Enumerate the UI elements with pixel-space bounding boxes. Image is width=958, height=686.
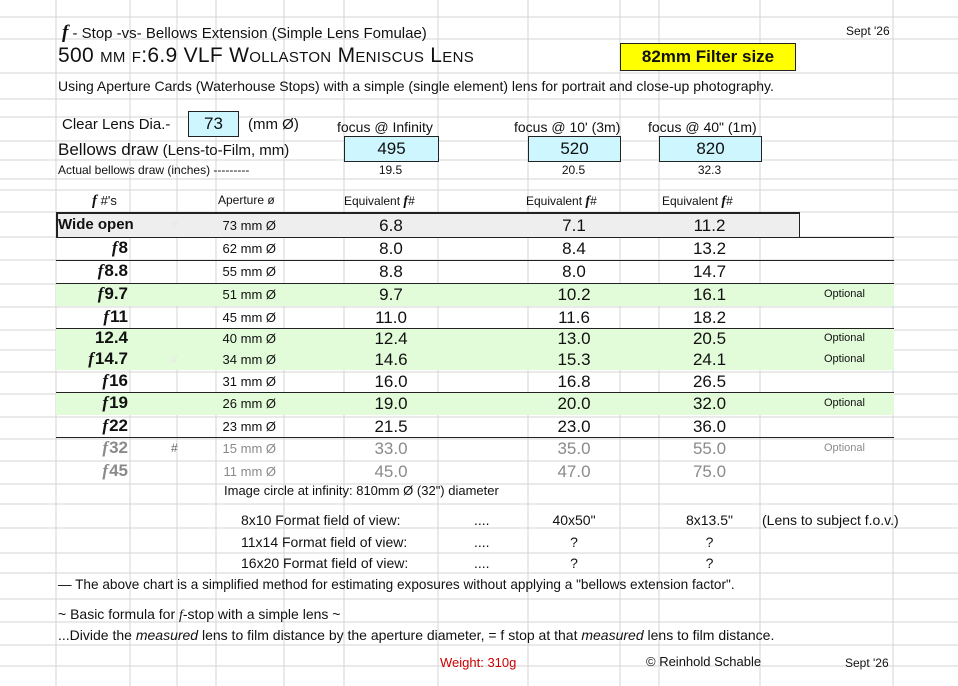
- lens-title: 500 mm f:6.9 VLF Wollaston Meniscus Lens: [58, 44, 475, 67]
- aperture-unit: mm Ø: [237, 241, 276, 256]
- note-line-1: — The above chart is a simplified method for estimating exposures without applying a "bellows extension factor".: [58, 577, 735, 592]
- fstop-value: 45: [109, 460, 128, 480]
- aperture-value: 55: [222, 264, 237, 279]
- equivalent-fstop-cell: 16.0: [374, 371, 408, 391]
- equivalent-fstop-cell: 26.5: [692, 371, 727, 391]
- format-fov-10ft: 40x50": [552, 512, 596, 528]
- aperture-unit: mm Ø: [237, 287, 276, 302]
- f-symbol: f: [585, 194, 591, 209]
- fstop-label: [56, 328, 128, 348]
- f-symbol: f: [97, 261, 104, 280]
- focus-infinity-label: focus @ Infinity: [337, 119, 433, 135]
- equiv-text: Equivalent: [526, 194, 583, 208]
- actual-infinity-inches: 19.5: [378, 163, 403, 177]
- format-label: 11x14 Format field of view:: [241, 534, 408, 550]
- hash-mark: #: [171, 440, 178, 455]
- aperture-value: 40: [222, 331, 237, 346]
- format-dots: ....: [474, 534, 490, 550]
- fstop-label: [56, 438, 128, 458]
- bellows-infinity-input[interactable]: 495: [344, 136, 439, 162]
- top-date: Sept '26: [846, 24, 890, 38]
- table-row: [56, 238, 894, 260]
- equivalent-fstop-cell: 16.1: [692, 285, 727, 304]
- aperture-cell: [196, 396, 276, 411]
- hash-text: #: [726, 194, 733, 208]
- note-line-2: [58, 606, 340, 624]
- equivalent-fstop-cell: 55.0: [692, 438, 727, 458]
- equivalent-fstop-cell: 14.7: [692, 262, 727, 281]
- fstop-value: 32: [109, 437, 128, 457]
- equivalent-fstop-cell: 20.5: [692, 329, 727, 348]
- equivalent-fstop-cell: 11.0: [375, 307, 407, 327]
- equivalent-fstop-cell: 7.1: [562, 215, 586, 235]
- hash-text: #: [408, 194, 415, 208]
- aperture-cell: [196, 264, 276, 279]
- weight-label: Weight: 310g: [440, 655, 517, 670]
- format-label: 16x20 Format field of view:: [241, 555, 409, 571]
- fstop-value: 14.7: [94, 348, 128, 368]
- f-symbol: f: [102, 460, 109, 480]
- equivalent-fstop-cell: 33.0: [374, 438, 408, 458]
- fstop-value: 19: [109, 393, 128, 412]
- fstop-value: 12.4: [94, 328, 128, 347]
- fstop-value: Wide open: [58, 215, 134, 233]
- aperture-cell: [196, 441, 276, 456]
- fstop-value: 8: [118, 238, 128, 257]
- f-symbol: f: [92, 193, 97, 209]
- col-header-fstops: [92, 193, 117, 210]
- col-header-equiv-1: [344, 194, 415, 210]
- format-dots: ....: [474, 555, 490, 571]
- f-symbol: f: [88, 348, 94, 368]
- aperture-unit: mm Ø: [237, 309, 276, 325]
- bellows-draw-label: [58, 140, 289, 160]
- note-line-3-c: lens to film distance.: [643, 627, 775, 643]
- equivalent-fstop-cell: 6.8: [379, 215, 403, 235]
- fstop-label: [56, 416, 128, 436]
- aperture-cell: [196, 287, 276, 302]
- page-title: [62, 22, 427, 44]
- table-row: [56, 393, 894, 415]
- equivalent-fstop-cell: 19.0: [374, 394, 408, 413]
- optional-note: Optional: [824, 352, 865, 365]
- aperture-value: 51: [222, 287, 237, 302]
- fstop-value: 9.7: [104, 284, 128, 303]
- fstop-label: [56, 284, 128, 304]
- note-line-2-b: -stop with a simple lens ~: [182, 606, 341, 622]
- focus-40in-label: focus @ 40" (1m): [648, 119, 757, 135]
- equivalent-fstop-cell: 13.0: [557, 329, 591, 348]
- fstop-label: [56, 349, 128, 369]
- aperture-unit: mm Ø: [237, 264, 276, 279]
- filter-size-badge: 82mm Filter size: [620, 43, 796, 71]
- table-row: [56, 438, 894, 459]
- aperture-value: 11: [223, 463, 237, 479]
- aperture-cell: [196, 310, 276, 325]
- format-fov-10ft: ?: [570, 555, 578, 571]
- fstop-value: 16: [109, 370, 128, 390]
- aperture-cell: [196, 374, 276, 389]
- equivalent-fstop-cell: 20.0: [557, 394, 591, 413]
- hash-mark: #: [171, 351, 178, 366]
- equivalent-fstop-cell: 45.0: [374, 461, 408, 481]
- fstop-label: [56, 238, 128, 258]
- f-symbol: f: [102, 393, 109, 412]
- table-row: [56, 261, 894, 283]
- equivalent-fstop-cell: 75.0: [692, 461, 727, 481]
- equivalent-fstop-cell: 21.5: [374, 416, 408, 436]
- aperture-value: 34: [222, 351, 237, 367]
- aperture-value: 62: [222, 241, 237, 256]
- format-fov-40in: ?: [705, 534, 714, 550]
- aperture-unit: mm Ø: [237, 396, 276, 411]
- equivalent-fstop-cell: 36.0: [692, 416, 727, 436]
- aperture-value: 15: [222, 440, 237, 456]
- table-row: [56, 307, 894, 328]
- f-symbol: f: [403, 194, 409, 209]
- bellows-40in-input[interactable]: 820: [659, 136, 762, 162]
- aperture-cell: [196, 352, 276, 367]
- note-line-2-a: ~ Basic formula for: [58, 606, 179, 622]
- f-symbol: f: [103, 306, 110, 326]
- table-row: [56, 349, 894, 370]
- fstop-label: [56, 261, 128, 281]
- aperture-cell: [196, 331, 276, 346]
- equivalent-fstop-cell: 14.6: [374, 349, 408, 369]
- f-symbol: f: [179, 608, 183, 623]
- aperture-unit: mm Ø: [237, 331, 276, 346]
- col-header-equiv-3: [662, 194, 733, 210]
- actual-40in-inches: 32.3: [697, 163, 722, 177]
- format-dots: ....: [474, 512, 490, 528]
- aperture-unit: mm Ø: [237, 440, 276, 456]
- equivalent-fstop-cell: 12.4: [374, 329, 408, 348]
- format-label: 8x10 Format field of view:: [241, 512, 401, 528]
- fstop-label: [56, 461, 128, 481]
- optional-note: Optional: [824, 332, 865, 344]
- aperture-value: 23: [222, 418, 237, 434]
- fstop-label: [56, 393, 128, 413]
- fstop-value: 22: [109, 415, 128, 435]
- equivalent-fstop-cell: 13.2: [692, 239, 727, 258]
- col-header-fstops-text: #'s: [100, 193, 117, 208]
- equiv-text: Equivalent: [344, 194, 401, 208]
- fstop-label: [58, 216, 154, 233]
- aperture-unit: mm Ø: [237, 217, 276, 233]
- hash-text: #: [590, 194, 597, 208]
- table-row: [56, 416, 894, 437]
- note-line-3-a: ...Divide the: [58, 627, 136, 643]
- equivalent-fstop-cell: 8.0: [379, 239, 403, 258]
- f-symbol: f: [97, 284, 104, 303]
- image-circle-note: Image circle at infinity: 810mm Ø (32") diameter: [224, 483, 499, 498]
- equivalent-fstop-cell: 18.2: [692, 307, 727, 327]
- fstop-label: [56, 307, 128, 327]
- measured-em: measured: [135, 627, 199, 643]
- format-fov-10ft: ?: [570, 534, 578, 550]
- equivalent-fstop-cell: 16.8: [557, 371, 591, 391]
- equivalent-fstop-cell: 8.4: [562, 239, 586, 258]
- format-note: (Lens to subject f.o.v.): [762, 512, 899, 528]
- copyright: © Reinhold Schable: [646, 654, 762, 669]
- bellows-10ft-input[interactable]: 520: [528, 136, 621, 162]
- equiv-text: Equivalent: [662, 194, 719, 208]
- equivalent-fstop-cell: 11.2: [693, 215, 726, 235]
- equivalent-fstop-cell: 11.6: [558, 307, 590, 327]
- subtitle: Using Aperture Cards (Waterhouse Stops) with a simple (single element) lens for portrait and close-up photography.: [58, 78, 774, 94]
- actual-10ft-inches: 20.5: [561, 163, 586, 177]
- title-text: - Stop -vs- Bellows Extension (Simple Lens Fomulae): [72, 25, 427, 42]
- equivalent-fstop-cell: 23.0: [557, 416, 591, 436]
- aperture-unit: mm Ø: [237, 463, 276, 479]
- format-fov-40in: ?: [705, 555, 714, 571]
- bellows-draw-title: Bellows draw: [58, 140, 159, 159]
- optional-note: Optional: [824, 397, 865, 409]
- equivalent-fstop-cell: 24.1: [692, 349, 727, 369]
- f-symbol: f: [111, 238, 118, 257]
- equivalent-fstop-cell: 8.0: [562, 262, 586, 281]
- aperture-unit: mm Ø: [237, 351, 276, 367]
- table-row: [56, 460, 894, 483]
- table-row: [56, 371, 894, 392]
- note-line-3-b: lens to film distance by the aperture diameter, = f stop at that: [198, 627, 582, 643]
- aperture-value: 26: [222, 396, 237, 411]
- footer-date: Sept '26: [845, 656, 889, 670]
- f-symbol: f: [721, 194, 727, 209]
- aperture-unit: mm Ø: [237, 373, 276, 389]
- equivalent-fstop-cell: 35.0: [557, 438, 591, 458]
- hash-mark: #: [171, 217, 178, 232]
- clear-dia-input[interactable]: 73: [188, 111, 239, 137]
- aperture-cell: [196, 218, 276, 233]
- actual-bellows-label: Actual bellows draw (inches) ---------: [58, 163, 250, 177]
- optional-note: Optional: [824, 441, 865, 454]
- equivalent-fstop-cell: 47.0: [557, 461, 591, 481]
- fstop-value: 11: [110, 306, 128, 326]
- equivalent-fstop-cell: 8.8: [379, 262, 403, 281]
- col-header-equiv-2: [526, 194, 597, 210]
- aperture-value: 45: [222, 309, 237, 325]
- f-symbol: f: [102, 437, 109, 457]
- table-row: [56, 284, 894, 306]
- aperture-cell: [196, 419, 276, 434]
- equivalent-fstop-cell: 15.3: [557, 349, 591, 369]
- aperture-value: 73: [222, 217, 237, 233]
- bellows-draw-sub: (Lens-to-Film, mm): [162, 142, 290, 159]
- table-row: [56, 329, 894, 349]
- aperture-cell: [196, 241, 276, 256]
- focus-10ft-label: focus @ 10' (3m): [514, 119, 621, 135]
- optional-note: Optional: [824, 288, 865, 300]
- f-symbol: f: [102, 370, 109, 390]
- fstop-label: [56, 371, 128, 391]
- clear-dia-label: Clear Lens Dia.-: [62, 116, 171, 133]
- aperture-cell: [196, 464, 276, 479]
- measured-em: measured: [581, 627, 644, 643]
- aperture-unit: mm Ø: [237, 418, 276, 434]
- clear-dia-unit: (mm Ø): [248, 116, 299, 133]
- equivalent-fstop-cell: 32.0: [692, 394, 727, 413]
- f-symbol: f: [62, 22, 69, 43]
- f-symbol: f: [102, 415, 109, 435]
- equivalent-fstop-cell: 9.7: [379, 285, 403, 304]
- fstop-value: 8.8: [104, 261, 128, 280]
- equivalent-fstop-cell: 10.2: [557, 285, 591, 304]
- col-header-aperture: Aperture ø: [218, 193, 275, 207]
- aperture-value: 31: [222, 373, 237, 389]
- note-line-3: [58, 627, 774, 643]
- format-fov-40in: 8x13.5": [685, 512, 733, 528]
